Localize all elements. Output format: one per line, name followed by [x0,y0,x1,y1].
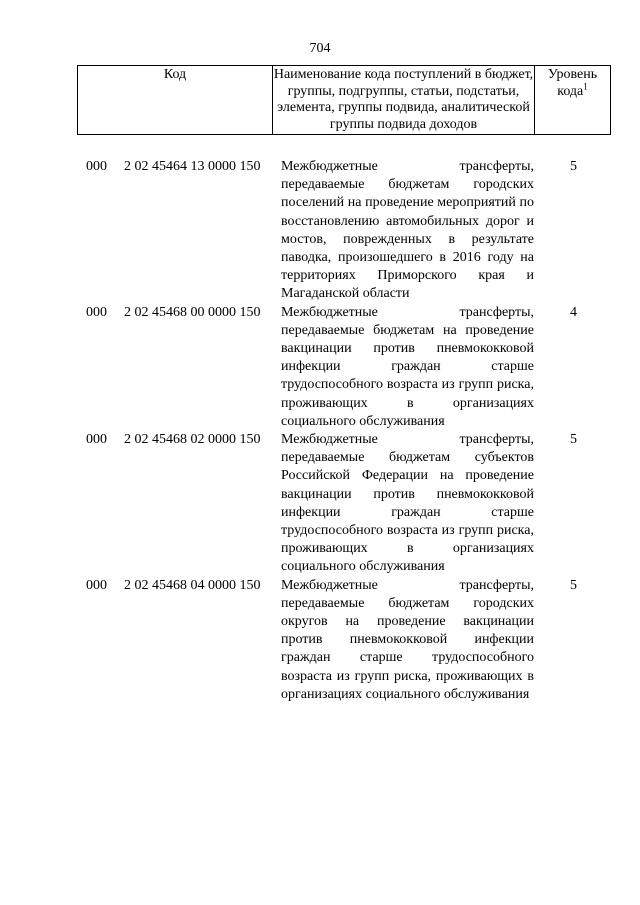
table-row [86,431,611,577]
table-row [86,304,611,431]
header-level-footnote: 1 [583,80,588,91]
row-level: 5 [570,159,577,174]
row-admin-code: 000 [86,159,107,174]
row-name: Межбюджетные трансферты, передаваемые бюджетам городских поселений на проведение мероприятий по восстановлению автомобильных дорог и мостов, поврежденных в результате паводка, произошедшего в 2016 году на территориях Приморского края и Магаданской области [281,159,534,302]
row-admin-code: 000 [86,577,107,593]
table-row [86,577,611,704]
table-body [86,158,611,704]
header-level-label: Уровень кода [547,67,598,99]
row-name: Межбюджетные трансферты, передаваемые бюджетам городских округов на проведение вакцинации против пневмококковой инфекции граждан старше трудоспособного возраста из групп риска, проживающих в организациях социального обслуживания [281,577,534,702]
row-level: 5 [570,432,577,448]
header-code: Код [78,66,273,134]
row-admin-code: 000 [86,304,107,320]
header-level [535,66,610,134]
table-header [77,65,611,135]
row-code: 2 02 45468 02 0000 150 [124,432,261,448]
row-code: 2 02 45464 13 0000 150 [124,159,261,174]
row-name: Межбюджетные трансферты, передаваемые бюджетам на проведение вакцинации против пневмококковой инфекции граждан старше трудоспособного возраста из групп риска, проживающих в организациях социального обслуживания [281,304,534,429]
row-name: Межбюджетные трансферты, передаваемые бюджетам субъектов Российской Федерации на проведение вакцинации против пневмококковой инфекции граждан старше трудоспособного возраста из групп риска, проживающих в организациях социального обслуживания [281,432,534,575]
row-code: 2 02 45468 00 0000 150 [124,304,261,320]
row-level: 4 [570,304,577,320]
row-level: 5 [570,577,577,593]
row-admin-code: 000 [86,432,107,448]
page-number: 704 [309,41,331,56]
row-code: 2 02 45468 04 0000 150 [124,577,261,593]
header-name: Наименование кода поступлений в бюджет, группы, подгруппы, статьи, подстатьи, элемента, группы подвида, аналитической группы подвида доходов [273,66,535,134]
table-row [86,158,611,304]
